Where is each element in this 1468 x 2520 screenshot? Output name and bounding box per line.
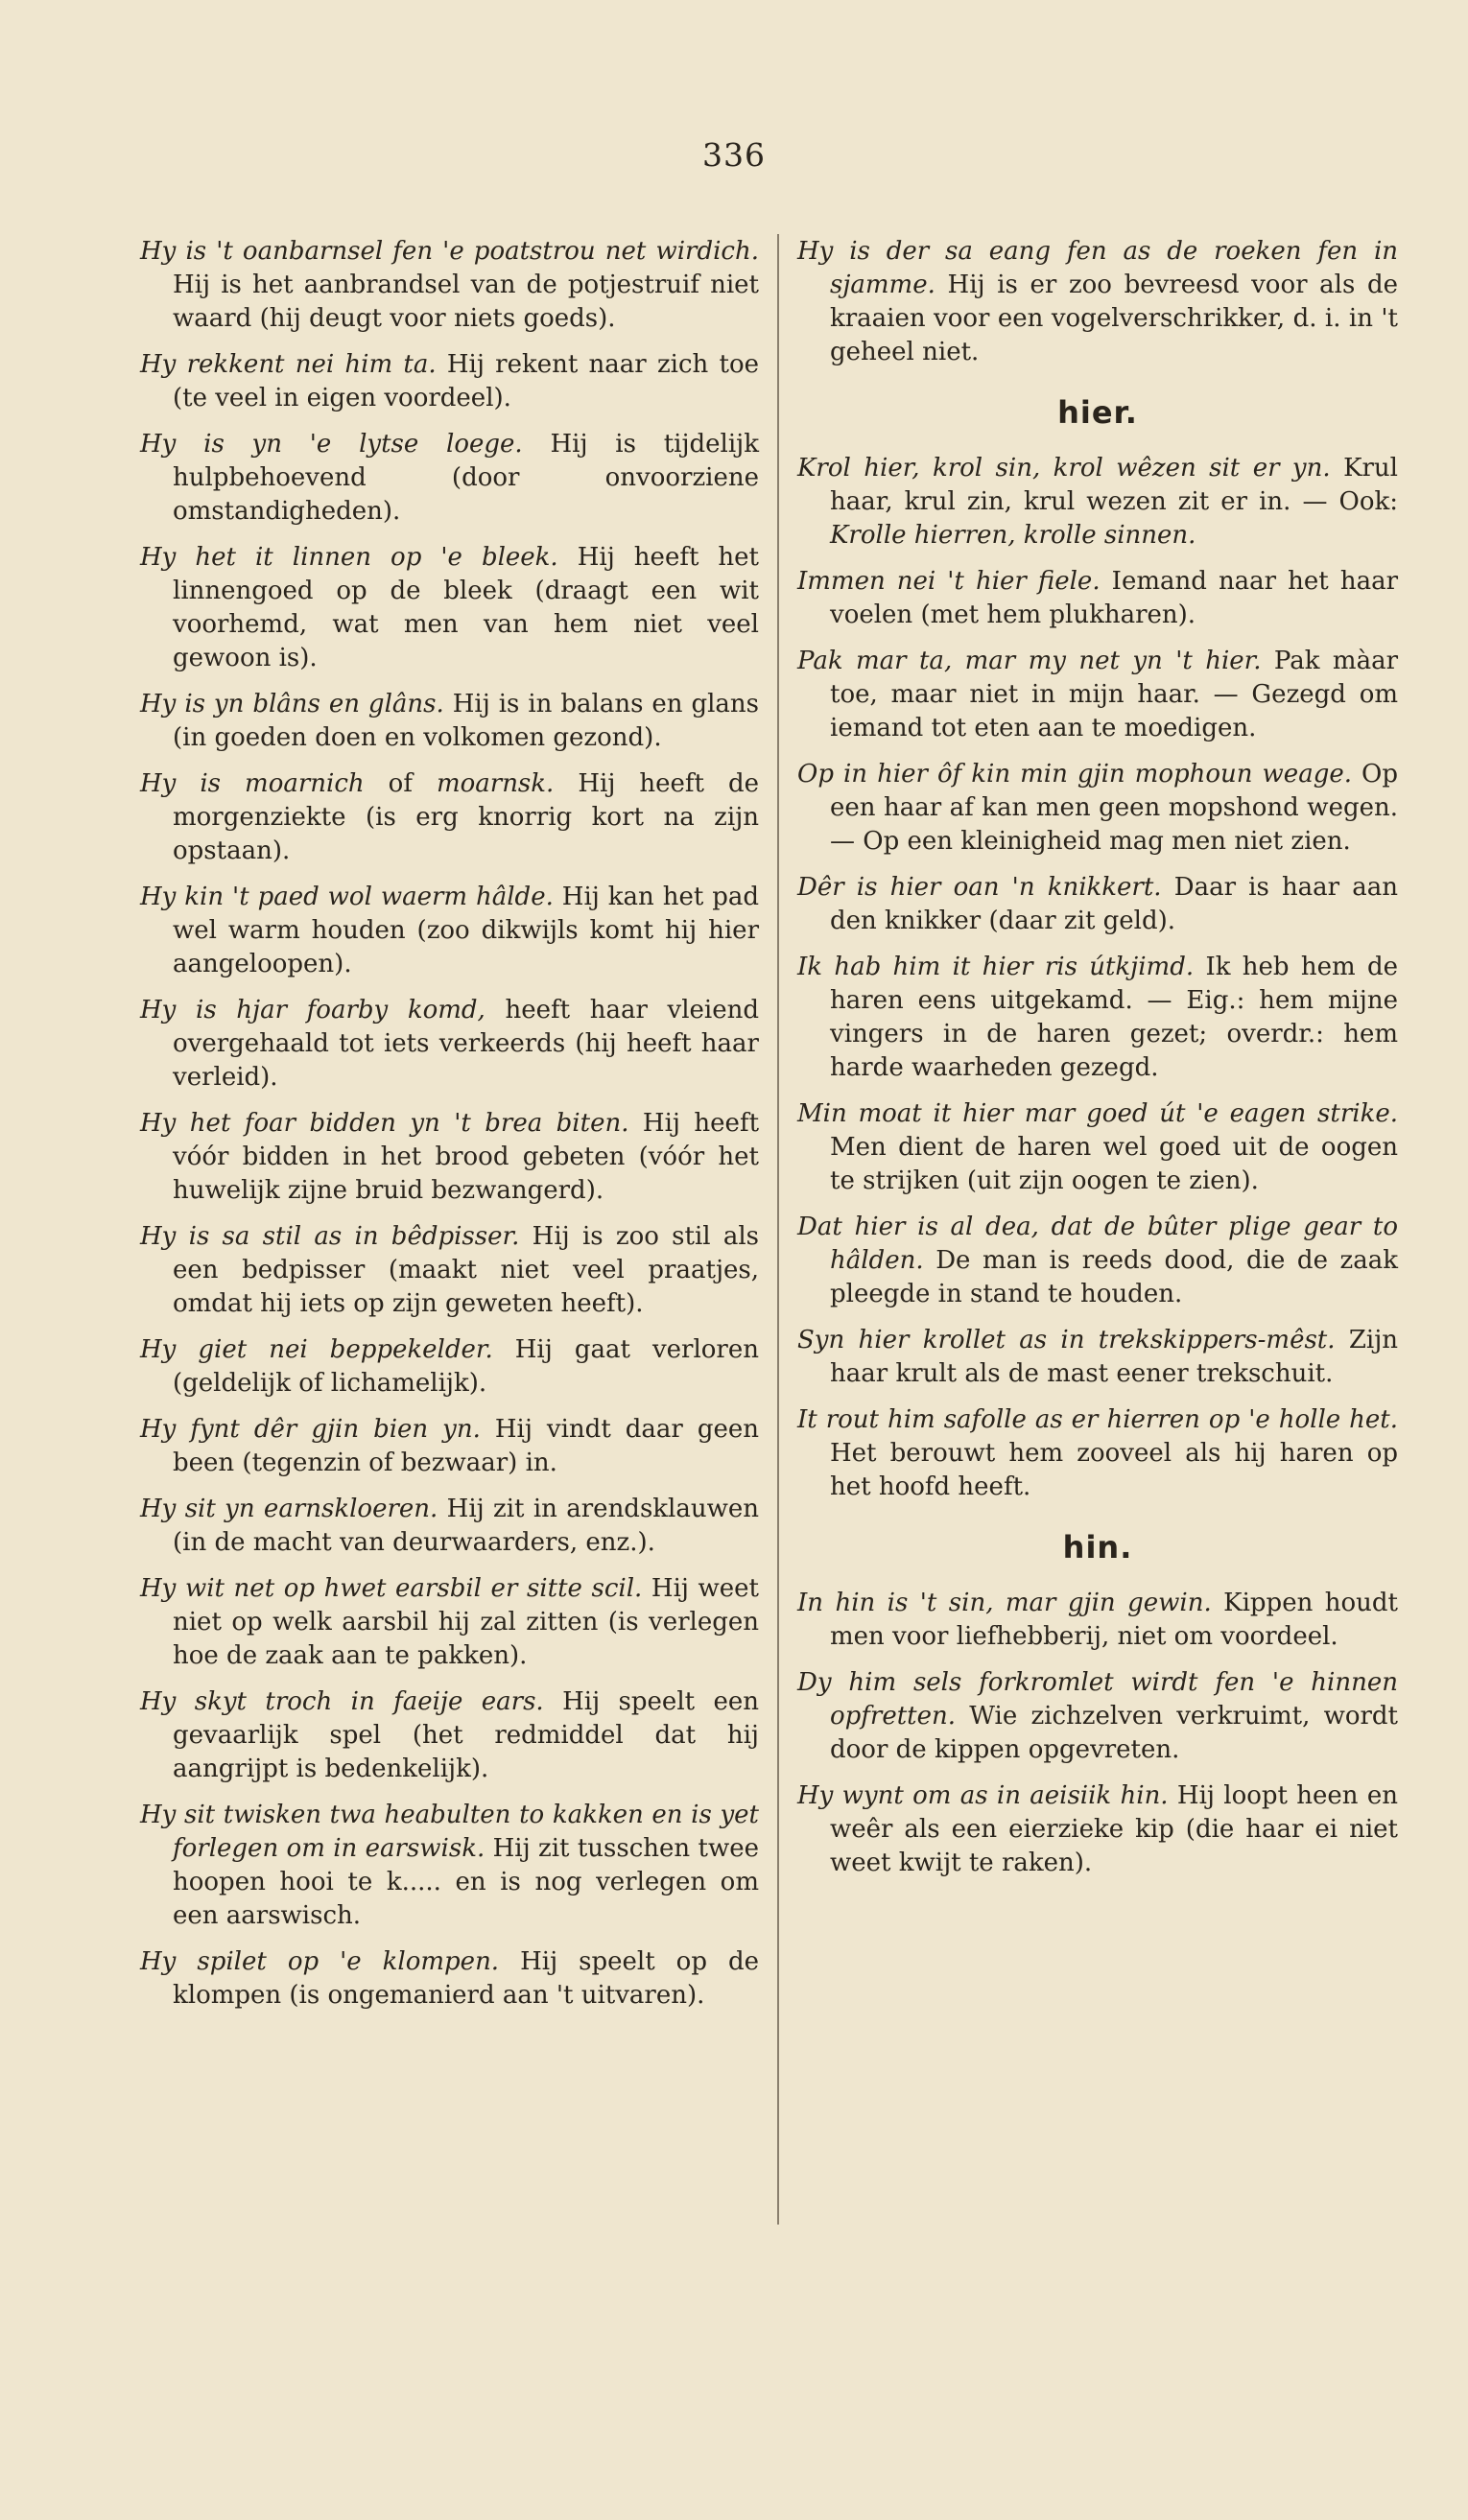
frisian-phrase: Ik hab him it hier ris útkjimd. [797, 953, 1195, 981]
entry [797, 1324, 1398, 1391]
entry [797, 1666, 1398, 1767]
dutch-translation: Hij is zoo stil als een bedpisser (maakt niet veel praatjes, omdat hij iets op zijn geweten heeft). [173, 1222, 760, 1318]
frisian-phrase: Hy is der sa eang fen as de roeken fen in sjamme. [797, 237, 1398, 299]
entry [140, 428, 759, 529]
entry [797, 951, 1398, 1085]
page-number: 336 [702, 136, 766, 174]
entry [797, 452, 1398, 553]
dutch-translation: Ik heb hem de haren eens uitgekamd. — Eig.: hem mijne vingers in de haren gezet; overdr.: hem harde waarheden gezegd. [830, 953, 1398, 1082]
right-intro-entries [797, 235, 1398, 369]
entry [797, 1211, 1398, 1311]
entry [797, 235, 1398, 369]
frisian-phrase: In hin is 't sin, mar gjin gewin. [797, 1589, 1212, 1617]
frisian-phrase: Hy is moarnich [140, 769, 365, 798]
entry [797, 1779, 1398, 1880]
frisian-phrase: Op in hier ôf kin min gjin mophoun weage. [797, 760, 1352, 789]
dutch-translation: Hij zit in arendsklauwen (in de macht van deurwaarders, enz.). [173, 1495, 759, 1557]
frisian-phrase: It rout him safolle as er hierren op 'e holle het. [797, 1405, 1398, 1434]
entry [140, 1945, 759, 2013]
frisian-phrase: Dat hier is al dea, dat de bûter plige gear to hâlden. [797, 1213, 1398, 1275]
section-heading-hier: hier. [1057, 394, 1138, 431]
frisian-phrase: Hy kin 't paed wol waerm hâlde. [140, 883, 554, 911]
left-column [140, 235, 759, 2025]
frisian-phrase-variant: Krolle hierren, krolle sinnen. [830, 521, 1196, 550]
connector-text: of [364, 769, 437, 798]
dutch-translation: Hij speelt een gevaarlijk spel (het redmiddel dat hij aangrijpt is bedenkelijk). [173, 1687, 760, 1783]
frisian-phrase: Hy het foar bidden yn 't brea biten. [140, 1109, 629, 1138]
dutch-translation: Hij is er zoo bevreesd voor als de kraaien voor een vogelverschrikker, d. i. in 't geheel niet. [830, 271, 1399, 366]
frisian-phrase-variant: moarnsk. [436, 769, 555, 798]
dutch-translation: Krul haar, krul zin, krul wezen zit er in. — Ook: [830, 454, 1398, 516]
frisian-phrase: Hy spilet op 'e klompen. [140, 1947, 500, 1976]
frisian-phrase: Hy is hjar foarby komd, [140, 996, 485, 1024]
frisian-phrase: Hy skyt troch in faeije ears. [140, 1687, 544, 1716]
entry [140, 767, 759, 868]
dutch-translation: Hij heeft het linnengoed op de bleek (draagt een wit voorhemd, wat men van hem niet veel gewoon is). [173, 543, 760, 672]
frisian-phrase: Dêr is hier oan 'n knikkert. [797, 873, 1162, 902]
frisian-phrase: Hy het it linnen op 'e bleek. [140, 543, 558, 572]
dutch-translation: Pak màar toe, maar niet in mijn haar. — Gezegd om iemand tot eten aan te moedigen. [830, 647, 1399, 742]
frisian-phrase: Hy is yn blâns en glâns. [140, 690, 444, 718]
entry [140, 348, 759, 415]
dutch-translation: Zijn haar krult als de mast eener trekschuit. [830, 1326, 1398, 1388]
entry [140, 1572, 759, 1673]
entry [140, 541, 759, 675]
dutch-translation: De man is reeds dood, die de zaak pleegde in stand te houden. [830, 1246, 1398, 1308]
frisian-phrase: Min moat it hier mar goed út 'e eagen strike. [797, 1099, 1398, 1128]
dutch-translation: Hij speelt op de klompen (is ongemanierd aan 't uitvaren). [173, 1947, 760, 2010]
dutch-translation: heeft haar vleiend overgehaald tot iets verkeerds (hij heeft haar verleid). [173, 996, 759, 1092]
dutch-translation: Men dient de haren wel goed uit de oogen te strijken (uit zijn oogen te zien). [830, 1133, 1398, 1195]
dutch-translation: Het berouwt hem zooveel als hij haren op het hoofd heeft. [830, 1439, 1398, 1501]
frisian-phrase: Hy sit twisken twa heabulten to kakken en is yet forlegen om in earswisk. [140, 1801, 759, 1863]
section-heading-hin: hin. [1062, 1529, 1133, 1566]
frisian-phrase: Hy rekkent nei him ta. [140, 350, 437, 379]
column-divider [777, 234, 779, 2225]
frisian-phrase: Syn hier krollet as in trekskippers-mêst. [797, 1326, 1336, 1354]
dutch-translation: Hij zit tusschen twee hoopen hooi te k..... en is nog verlegen om een aarswisch. [173, 1834, 760, 1930]
entry [140, 1333, 759, 1401]
entry [140, 994, 759, 1095]
frisian-phrase: Hy is sa stil as in bêdpisser. [140, 1222, 520, 1251]
dutch-translation: Hij vindt daar geen been (tegenzin of bezwaar) in. [173, 1415, 759, 1477]
frisian-phrase: Hy fynt dêr gjin bien yn. [140, 1415, 481, 1444]
entry [797, 758, 1398, 859]
entry [140, 1220, 759, 1321]
dutch-translation: Hij rekent naar zich toe (te veel in eigen voordeel). [173, 350, 760, 412]
frisian-phrase: Hy giet nei beppekelder. [140, 1335, 493, 1364]
dutch-translation: Hij kan het pad wel warm houden (zoo dikwijls komt hij hier aangeloopen). [173, 883, 760, 978]
entry [140, 235, 759, 336]
entry [797, 645, 1398, 745]
entry [797, 871, 1398, 938]
dutch-translation: Hij is tijdelijk hulpbehoevend (door onvoorziene omstandigheden). [173, 430, 760, 526]
frisian-phrase: Hy wynt om as in aeisiik hin. [797, 1781, 1169, 1810]
entry [797, 1097, 1398, 1198]
entry [797, 565, 1398, 632]
entry [140, 1107, 759, 1208]
dutch-translation: Hij heeft vóór bidden in het brood gebeten (vóór het huwelijk zijne bruid bezwangerd). [173, 1109, 760, 1205]
entry [140, 1493, 759, 1560]
hier-entries [797, 452, 1398, 1504]
hin-entries [797, 1587, 1398, 1880]
right-column [797, 235, 1398, 1893]
dutch-translation: Op een haar af kan men geen mopshond wegen. — Op een kleinigheid mag men niet zien. [830, 760, 1398, 856]
entry [140, 1799, 759, 1933]
dutch-translation: Hij gaat verloren (geldelijk of lichamelijk). [173, 1335, 759, 1398]
dutch-translation: Hij weet niet op welk aarsbil hij zal zitten (is verlegen hoe de zaak aan te pakken). [173, 1574, 760, 1670]
frisian-phrase: Dy him sels forkromlet wirdt fen 'e hinnen opfretten. [797, 1668, 1398, 1731]
entry [797, 1403, 1398, 1504]
frisian-phrase: Hy sit yn earnskloeren. [140, 1495, 438, 1523]
dutch-translation: Kippen houdt men voor liefhebberij, niet om voordeel. [830, 1589, 1398, 1651]
frisian-phrase: Pak mar ta, mar my net yn 't hier. [797, 647, 1262, 675]
dutch-translation: Hij is in balans en glans (in goeden doen en volkomen gezond). [173, 690, 760, 752]
entry [140, 1413, 759, 1480]
frisian-phrase: Hy is 't oanbarnsel fen 'e poatstrou net wirdich. [140, 237, 759, 266]
frisian-phrase: Immen nei 't hier fiele. [797, 567, 1101, 596]
dutch-translation: Hij heeft de morgenziekte (is erg knorrig kort na zijn opstaan). [173, 769, 760, 865]
entry [140, 688, 759, 755]
dutch-translation: Hij is het aanbrandsel van de potjestruif niet waard (hij deugt voor niets goeds). [173, 271, 759, 333]
entry [140, 1685, 759, 1786]
dutch-translation: Iemand naar het haar voelen (met hem plukharen). [830, 567, 1399, 629]
frisian-phrase: Krol hier, krol sin, krol wêzen sit er yn. [797, 454, 1331, 483]
dutch-translation: Hij loopt heen en weêr als een eierzieke kip (die haar ei niet weet kwijt te raken). [830, 1781, 1398, 1877]
entry [140, 881, 759, 981]
dutch-translation: Wie zichzelven verkruimt, wordt door de kippen opgevreten. [830, 1702, 1398, 1764]
frisian-phrase: Hy wit net op hwet earsbil er sitte scil. [140, 1574, 643, 1603]
frisian-phrase: Hy is yn 'e lytse loege. [140, 430, 523, 459]
entry [797, 1587, 1398, 1654]
dutch-translation: Daar is haar aan den knikker (daar zit geld). [830, 873, 1399, 935]
